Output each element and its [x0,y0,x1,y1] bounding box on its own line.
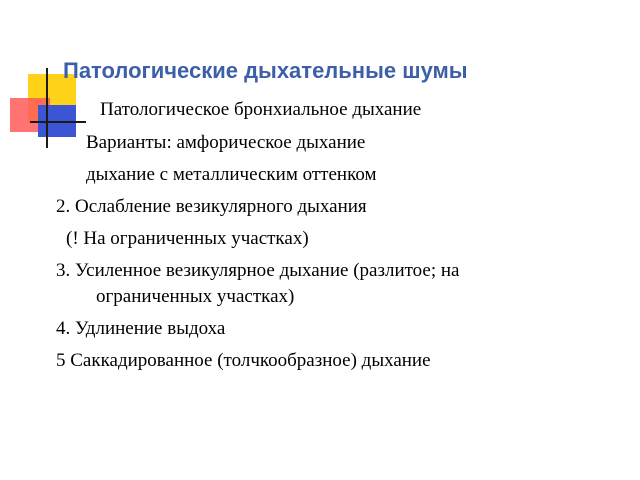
list-item: 4. Удлинение выдоха [56,318,226,339]
list-item: 5 Саккадированное (толчкообразное) дыхание [56,350,431,371]
list-item: 3. Усиленное везикулярное дыхание (разлитое; на [56,260,460,281]
list-item-continuation: ограниченных участках) [96,286,295,307]
list-item: 2. Ослабление везикулярного дыхания [56,196,367,217]
slide-title: Патологические дыхательные шумы [63,58,468,83]
list-item: дыхание с металлическим оттенком [86,164,377,185]
vertical-rule [46,68,48,148]
list-item: Варианты: амфорическое дыхание [86,132,366,153]
list-item: (! На ограниченных участках) [66,228,309,249]
list-item: Патологическое бронхиальное дыхание [100,99,422,120]
horizontal-rule [30,121,86,123]
